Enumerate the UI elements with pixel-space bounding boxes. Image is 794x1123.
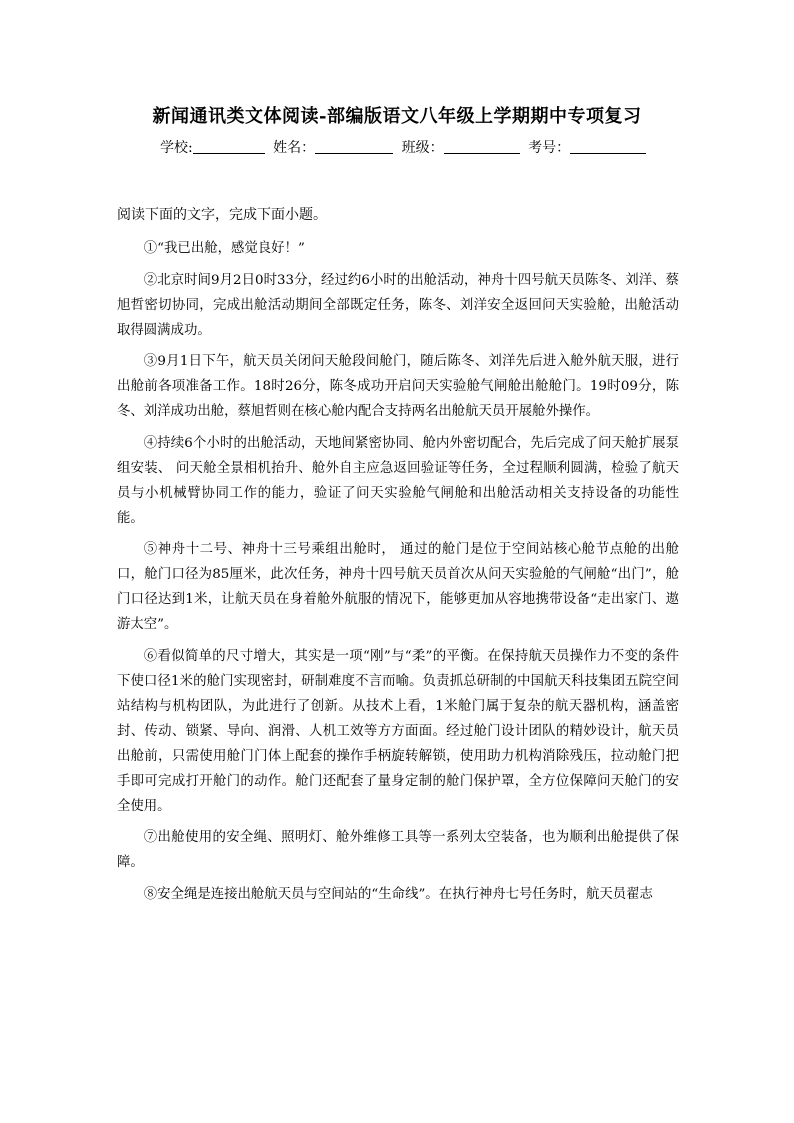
exam-number-label: 考号： <box>528 140 571 156</box>
paragraph-7: ⑦出舱使用的安全绳、照明灯、舱外维修工具等一系列太空装备，也为顺利出舱提供了保障。 <box>117 830 679 870</box>
student-info-fields <box>160 138 640 158</box>
school-blank[interactable] <box>193 139 265 154</box>
paragraph-3: ③9月1日下午，航天员关闭问天舱段间舱门，随后陈冬、刘洋先后进入舱外航天服，进行出舱前各项准备工作。18时26分，陈冬成功开启问天实验舱气闸舱出舱舱门。19时09分，陈冬、刘洋成功出舱，蔡旭哲则在核心舱内配合支持两名出舱航天员开展舱外操作。 <box>117 354 679 419</box>
class-blank[interactable] <box>444 139 520 154</box>
exam-number-blank[interactable] <box>570 139 646 154</box>
paragraph-1: ①“我已出舱，感觉良好！” <box>143 241 305 256</box>
school-label: 学校: <box>160 140 193 156</box>
article-body <box>117 236 679 913</box>
paragraph-6: ⑥看似简单的尺寸增大，其实是一项“刚”与“柔”的平衡。在保持航天员操作力不变的条件下使口径1米的舱门实现密封，研制难度不言而喻。负责抓总研制的中国航天科技集团五院空间站结构与机构团队，为此进行了创新。从技术上看，1米舱门属于复杂的航天器机构，涵盖密封、传动、锁紧、导向、润滑、人机工效等方方面面。经过舱门设计团队的精妙设计，航天员出舱前，只需使用舱门门体上配套的操作手柄旋转解锁，使用助力机构消除残压，拉动舱门把手即可完成打开舱门的动作。舱门还配套了量身定制的舱门保护罩，全方位保障问天舱门的安全使用。 <box>117 648 679 814</box>
exam-number-field <box>528 138 650 158</box>
name-blank[interactable] <box>315 139 393 154</box>
paragraph-8: ⑧安全绳是连接出舱航天员与空间站的“生命线”。在执行神舟七号任务时，航天员翟志 <box>143 886 653 902</box>
document-title: 新闻通讯类文体阅读-部编版语文八年级上学期期中专项复习 <box>152 106 642 127</box>
class-field <box>402 138 524 158</box>
name-field <box>273 138 397 158</box>
paragraph-5: ⑤神舟十二号、神舟十三号乘组出舱时， 通过的舱门是位于空间站核心舱节点舱的出舱口，舱门口径为85厘米，此次任务，神舟十四号航天员首次从问天实验舱的气闸舱“出门”，舱门口径达到1米，让航天员在身着舱外航服的情况下，能够更加从容地携带设备“走出家门、遨游太空”。 <box>117 542 679 632</box>
name-label: 姓名： <box>273 140 316 156</box>
reading-instruction: 阅读下面的文字，完成下面小题。 <box>117 207 327 223</box>
paragraph-2: ②北京时间9月2日0时33分，经过约6小时的出舱活动，神舟十四号航天员陈冬、刘洋、蔡旭哲密切协同，完成出舱活动期间全部既定任务，陈冬、刘洋安全返回问天实验舱，出舱活动取得圆满成功。 <box>117 272 679 338</box>
class-label: 班级： <box>401 140 444 156</box>
school-field <box>160 138 269 158</box>
paragraph-4: ④持续6个小时的出舱活动，天地间紧密协同、舱内外密切配合，先后完成了问天舱扩展泵组安装、 问天舱全景相机抬升、舱外自主应急返回验证等任务，全过程顺利圆满，检验了航天员与小机械臂协同工作的能力，验证了问天实验舱气闸舱和出舱活动相关支持设备的功能性能。 <box>117 435 679 526</box>
